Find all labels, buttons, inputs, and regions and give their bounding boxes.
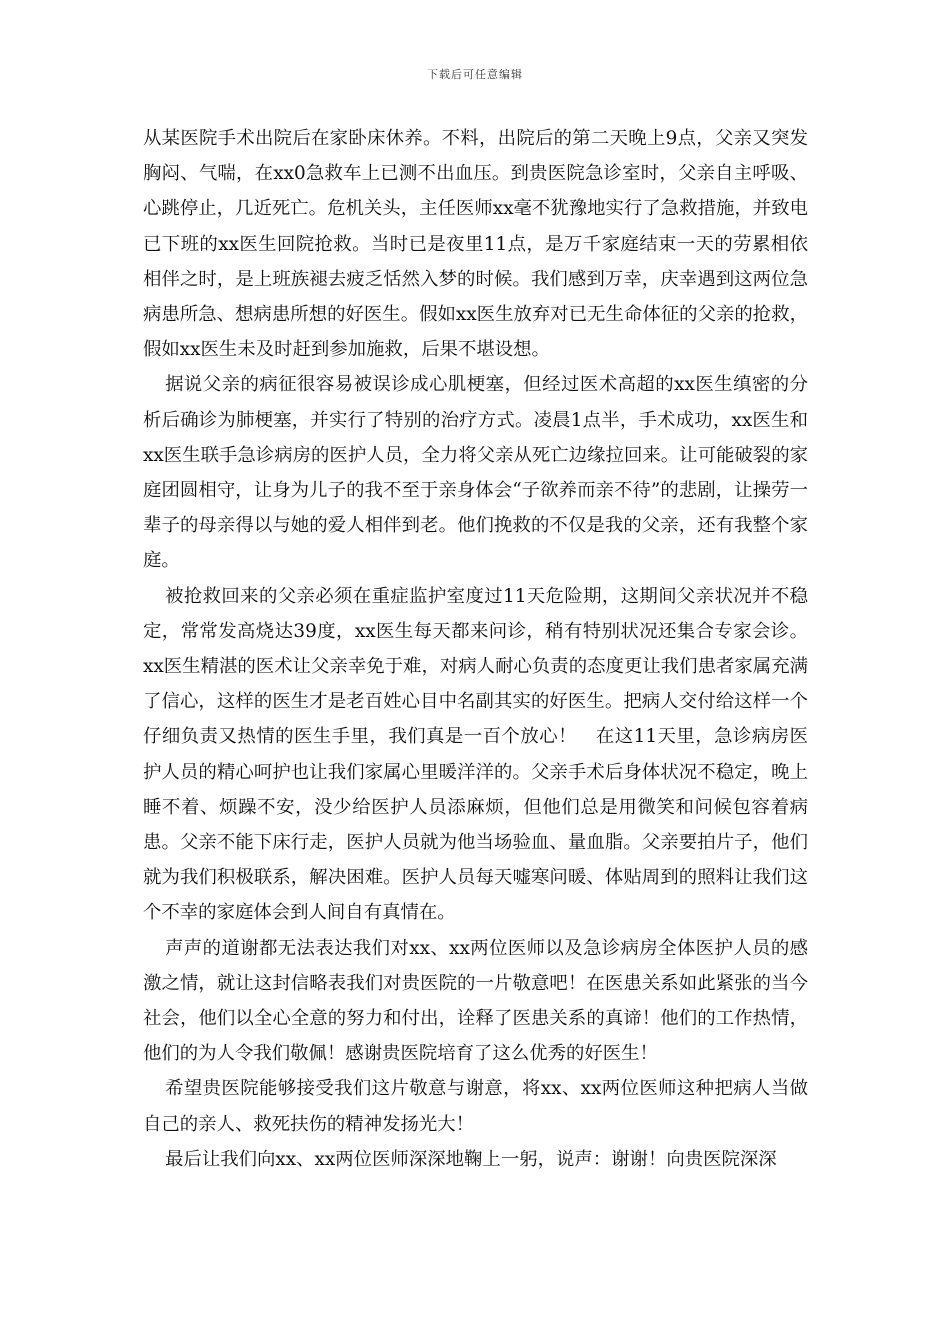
paragraph: 被抢救回来的父亲必须在重症监护室度过11天危险期，这期间父亲状况并不稳定，常常发高烧达39度，xx医生每天都来问诊，稍有特别状况还集合专家会诊。xx医生精湛的医术让父亲幸免于难，对病人耐心负责的态度更让我们患者家属充满了信心，这样的医生才是老百姓心目中名副其实的好医生。把病人交付给这样一个仔细负责又热情的医生手里，我们真是一百个放心！ 在这11天里，急诊病房医护人员的精心呵护也让我们家属心里暖洋洋的。父亲手术后身体状况不稳定，晚上睡不着、烦躁不安，没少给医护人员添麻烦，但他们总是用微笑和问候包容着病患。父亲不能下床行走，医护人员就为他当场验血、量血脂。父亲要拍片子，他们就为我们积极联系，解决困难。医护人员每天嘘寒问暖、体贴周到的照料让我们这个不幸的家庭体会到人间自有真情在。 [143, 585, 808, 924]
document-body [143, 121, 808, 1177]
paragraph: 希望贵医院能够接受我们这片敬意与谢意，将xx、xx两位医师这种把病人当做自己的亲人、救死扶伤的精神发扬光大！ [143, 1078, 808, 1135]
paragraph: 据说父亲的病征很容易被误诊成心肌梗塞，但经过医术高超的xx医生缜密的分析后确诊为肺梗塞，并实行了特别的治疗方式。凌晨1点半，手术成功，xx医生和xx医生联手急诊病房的医护人员，全力将父亲从死亡边缘拉回来。让可能破裂的家庭团圆相守，让身为儿子的我不至于亲身体会“子欲养而亲不待”的悲剧，让操劳一辈子的母亲得以与她的爱人相伴到老。他们挽救的不仅是我的父亲，还有我整个家庭。 [143, 374, 808, 572]
page-header: 下载后可任意编辑 [427, 68, 523, 81]
paragraph: 声声的道谢都无法表达我们对xx、xx两位医师以及急诊病房全体医护人员的感激之情，就让这封信略表我们对贵医院的一片敬意吧！在医患关系如此紧张的当今社会，他们以全心全意的努力和付出，诠释了医患关系的真谛！他们的工作热情，他们的为人令我们敬佩！感谢贵医院培育了这么优秀的好医生！ [143, 937, 808, 1065]
paragraph: 最后让我们向xx、xx两位医师深深地鞠上一躬，说声：谢谢！向贵医院深深 [165, 1148, 777, 1170]
paragraph: 从某医院手术出院后在家卧床休养。不料，出院后的第二天晚上9点，父亲又突发胸闷、气喘，在xx0急救车上已测不出血压。到贵医院急诊室时，父亲自主呼吸、心跳停止，几近死亡。危机关头，主任医师xx毫不犹豫地实行了急救措施，并致电已下班的xx医生回院抢救。当时已是夜里11点，是万千家庭结束一天的劳累相依相伴之时，是上班族褪去疲乏恬然入梦的时候。我们感到万幸，庆幸遇到这两位急病患所急、想病患所想的好医生。假如xx医生放弃对已无生命体征的父亲的抢救，假如xx医生未及时赶到参加施救，后果不堪设想。 [143, 128, 808, 361]
